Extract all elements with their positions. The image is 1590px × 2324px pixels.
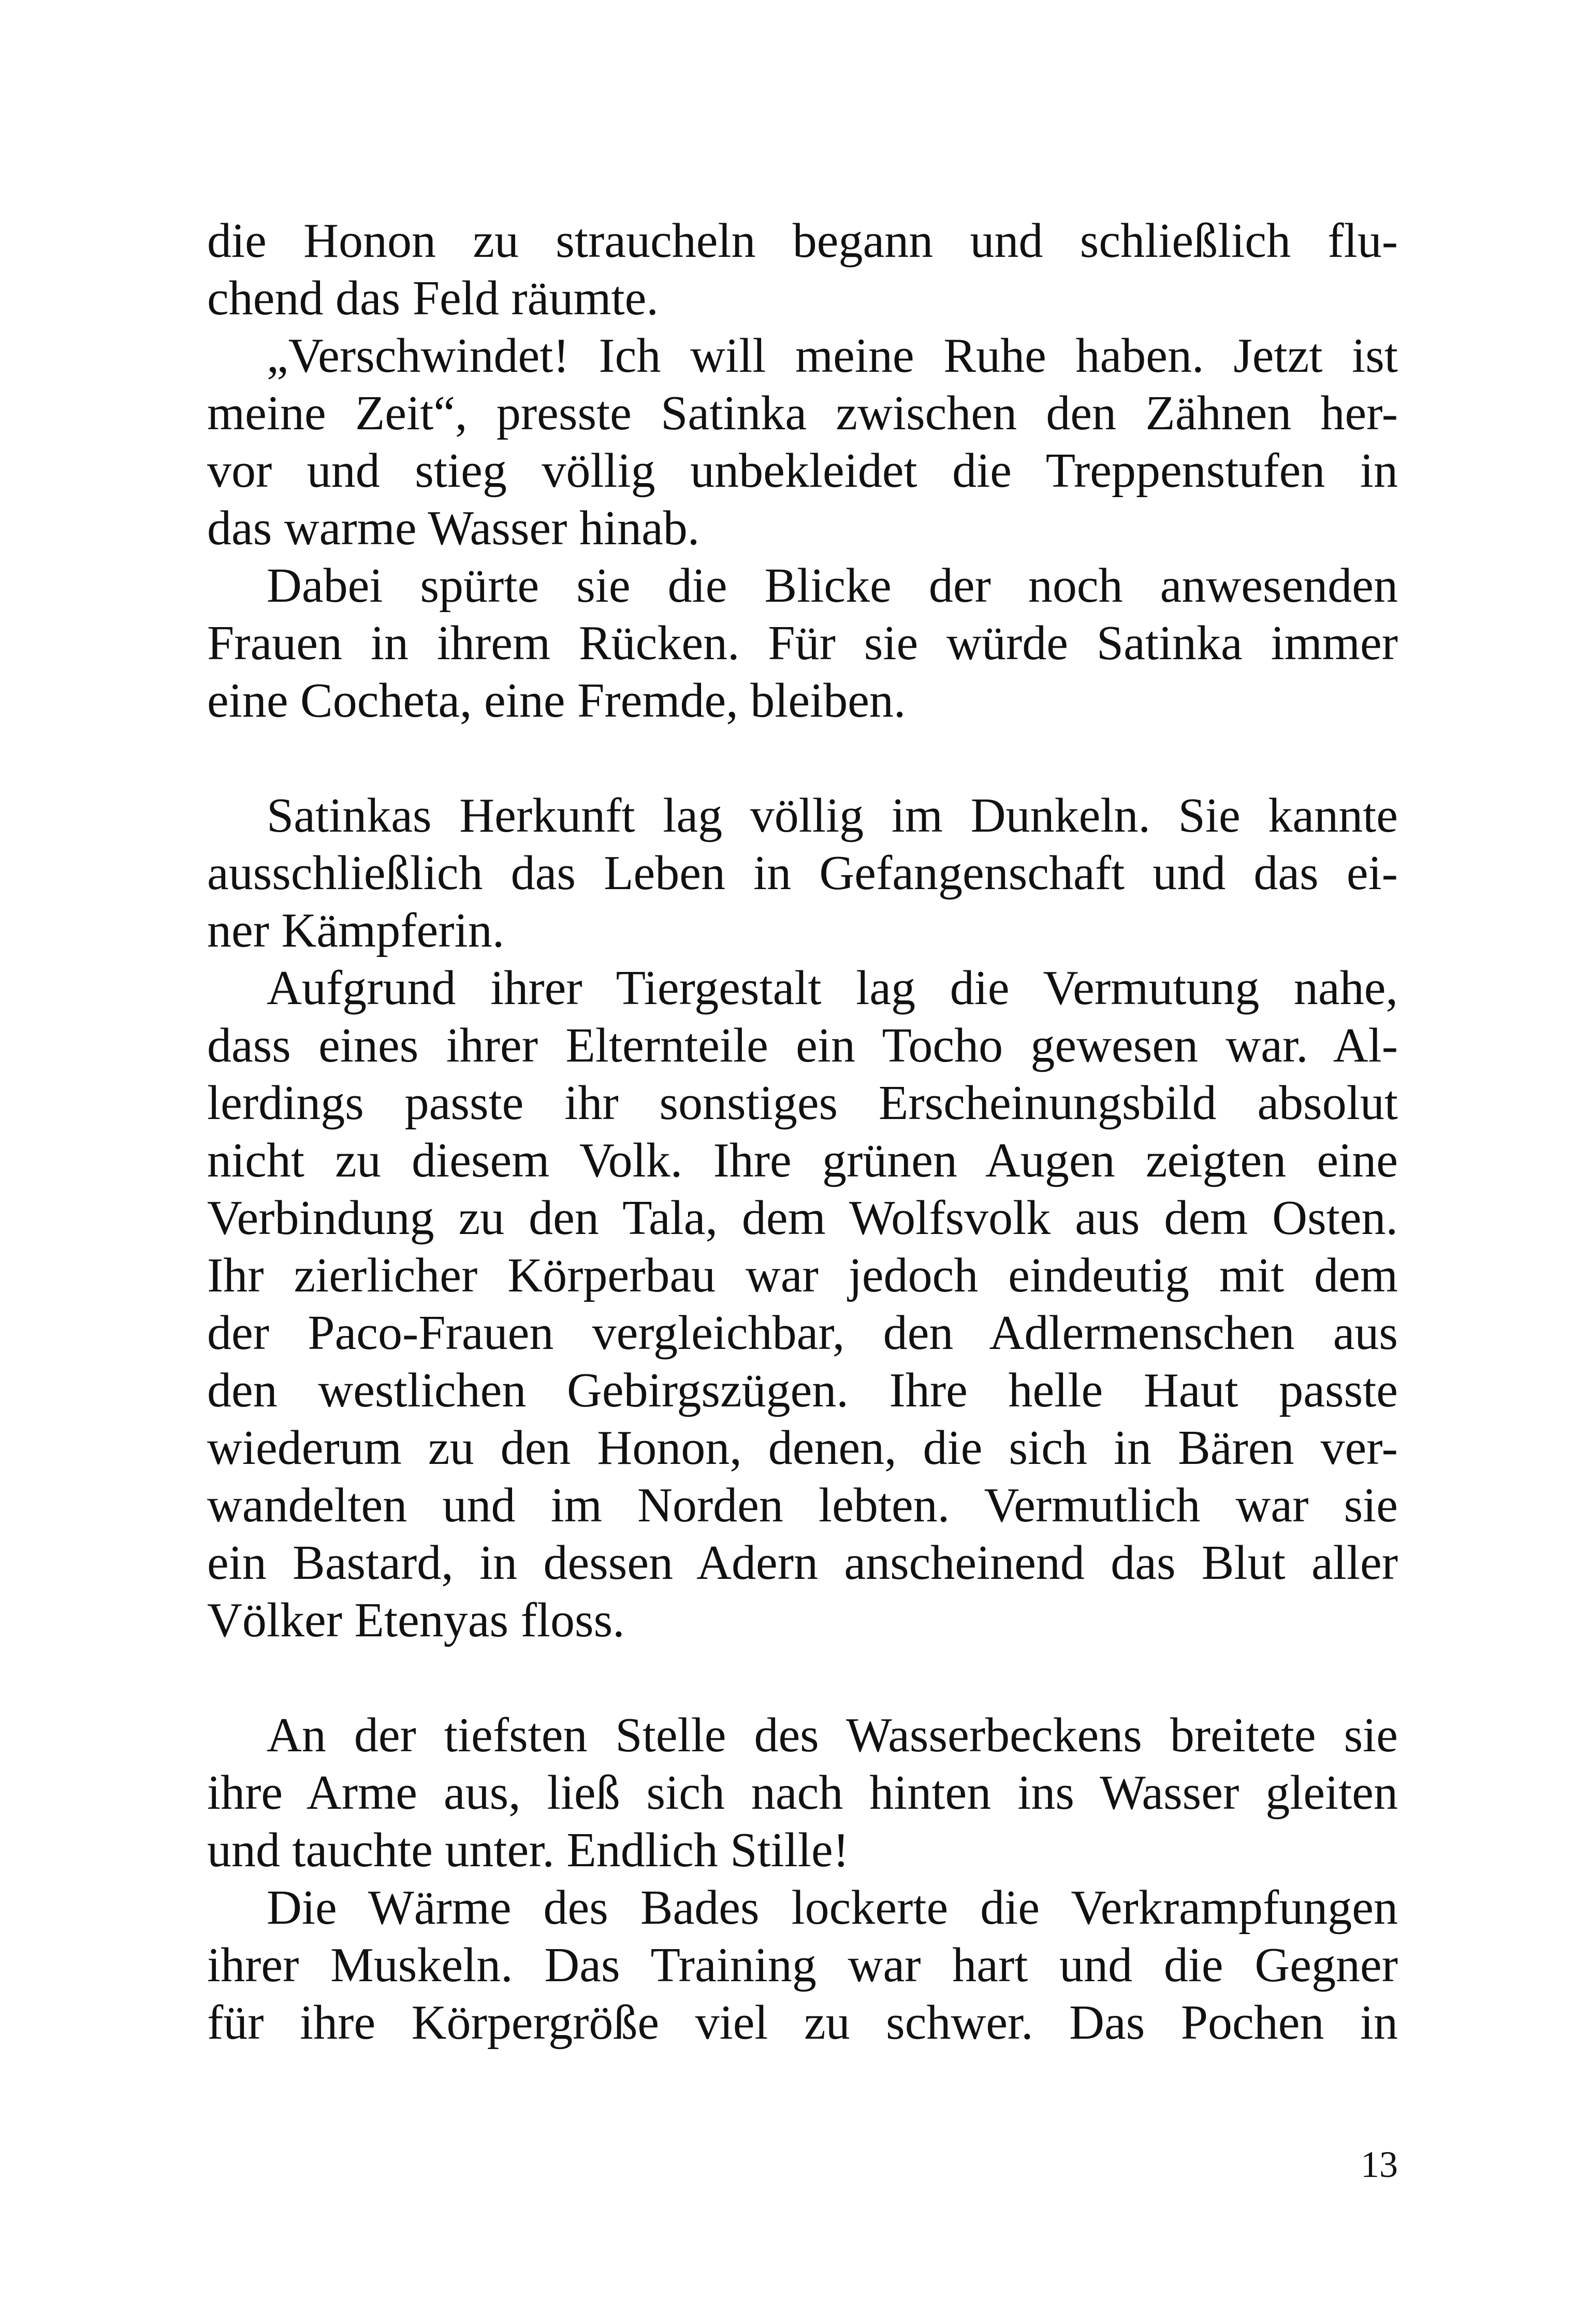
page-number: 13 [1361,2144,1398,2185]
text-line: Frauen in ihrem Rücken. Für sie würde Satinka immer [207,616,1398,670]
text-line: Aufgrund ihrer Tiergestalt lag die Vermutung nahe, [267,961,1398,1015]
text-line: die Honon zu straucheln begann und schließlich flu- [207,214,1398,268]
text-line: ausschließlich das Leben in Gefangenschaft und das ei- [207,846,1398,900]
text-line: ner Kämpferin. [207,904,505,957]
text-line: ihrer Muskeln. Das Training war hart und die Gegner [207,1938,1398,1992]
text-line: Satinkas Herkunft lag völlig im Dunkeln. Sie kannte [267,789,1398,843]
text-line: Völker Etenyas floss. [207,1593,625,1647]
text-line: das warme Wasser hinab. [207,501,700,555]
text-line: für ihre Körpergröße viel zu schwer. Das Pochen in [207,1996,1398,2050]
text-line: nicht zu diesem Volk. Ihre grünen Augen zeigten eine [207,1134,1398,1187]
text-line: meine Zeit“, presste Satinka zwischen den Zähnen her- [207,386,1398,440]
text-line: Dabei spürte sie die Blicke der noch anwesenden [267,559,1398,613]
text-line: wiederum zu den Honon, denen, die sich in Bären ver- [207,1421,1398,1475]
text-line: ihre Arme aus, ließ sich nach hinten ins Wasser gleiten [207,1766,1398,1820]
text-line: vor und stieg völlig unbekleidet die Treppenstufen in [207,444,1398,498]
text-line: ein Bastard, in dessen Adern anscheinend das Blut aller [207,1536,1398,1590]
text-line: eine Cocheta, eine Fremde, bleiben. [207,674,906,728]
text-line: Verbindung zu den Tala, dem Wolfsvolk aus dem Osten. [207,1191,1398,1245]
body-text [207,212,1398,2052]
text-line: dass eines ihrer Elternteile ein Tocho gewesen war. Al- [207,1019,1398,1072]
text-line: den westlichen Gebirgszügen. Ihre helle Haut passte [207,1363,1398,1417]
text-line: Ihr zierlicher Körperbau war jedoch eindeutig mit dem [207,1248,1398,1302]
section-break [207,730,1398,787]
text-line: lerdings passte ihr sonstiges Erscheinungsbild absolut [207,1076,1398,1130]
section-break [207,1649,1398,1707]
text-line: und tauchte unter. Endlich Stille! [207,1823,849,1877]
text-line: wandelten und im Norden lebten. Vermutlich war sie [207,1478,1398,1532]
text-line: An der tiefsten Stelle des Wasserbeckens breitete sie [267,1708,1398,1762]
text-line: chend das Feld räumte. [207,271,659,325]
text-line: Die Wärme des Bades lockerte die Verkrampfungen [267,1881,1398,1935]
text-line: „Verschwindet! Ich will meine Ruhe haben. Jetzt ist [267,329,1398,383]
text-line: der Paco-Frauen vergleichbar, den Adlermenschen aus [207,1306,1398,1360]
